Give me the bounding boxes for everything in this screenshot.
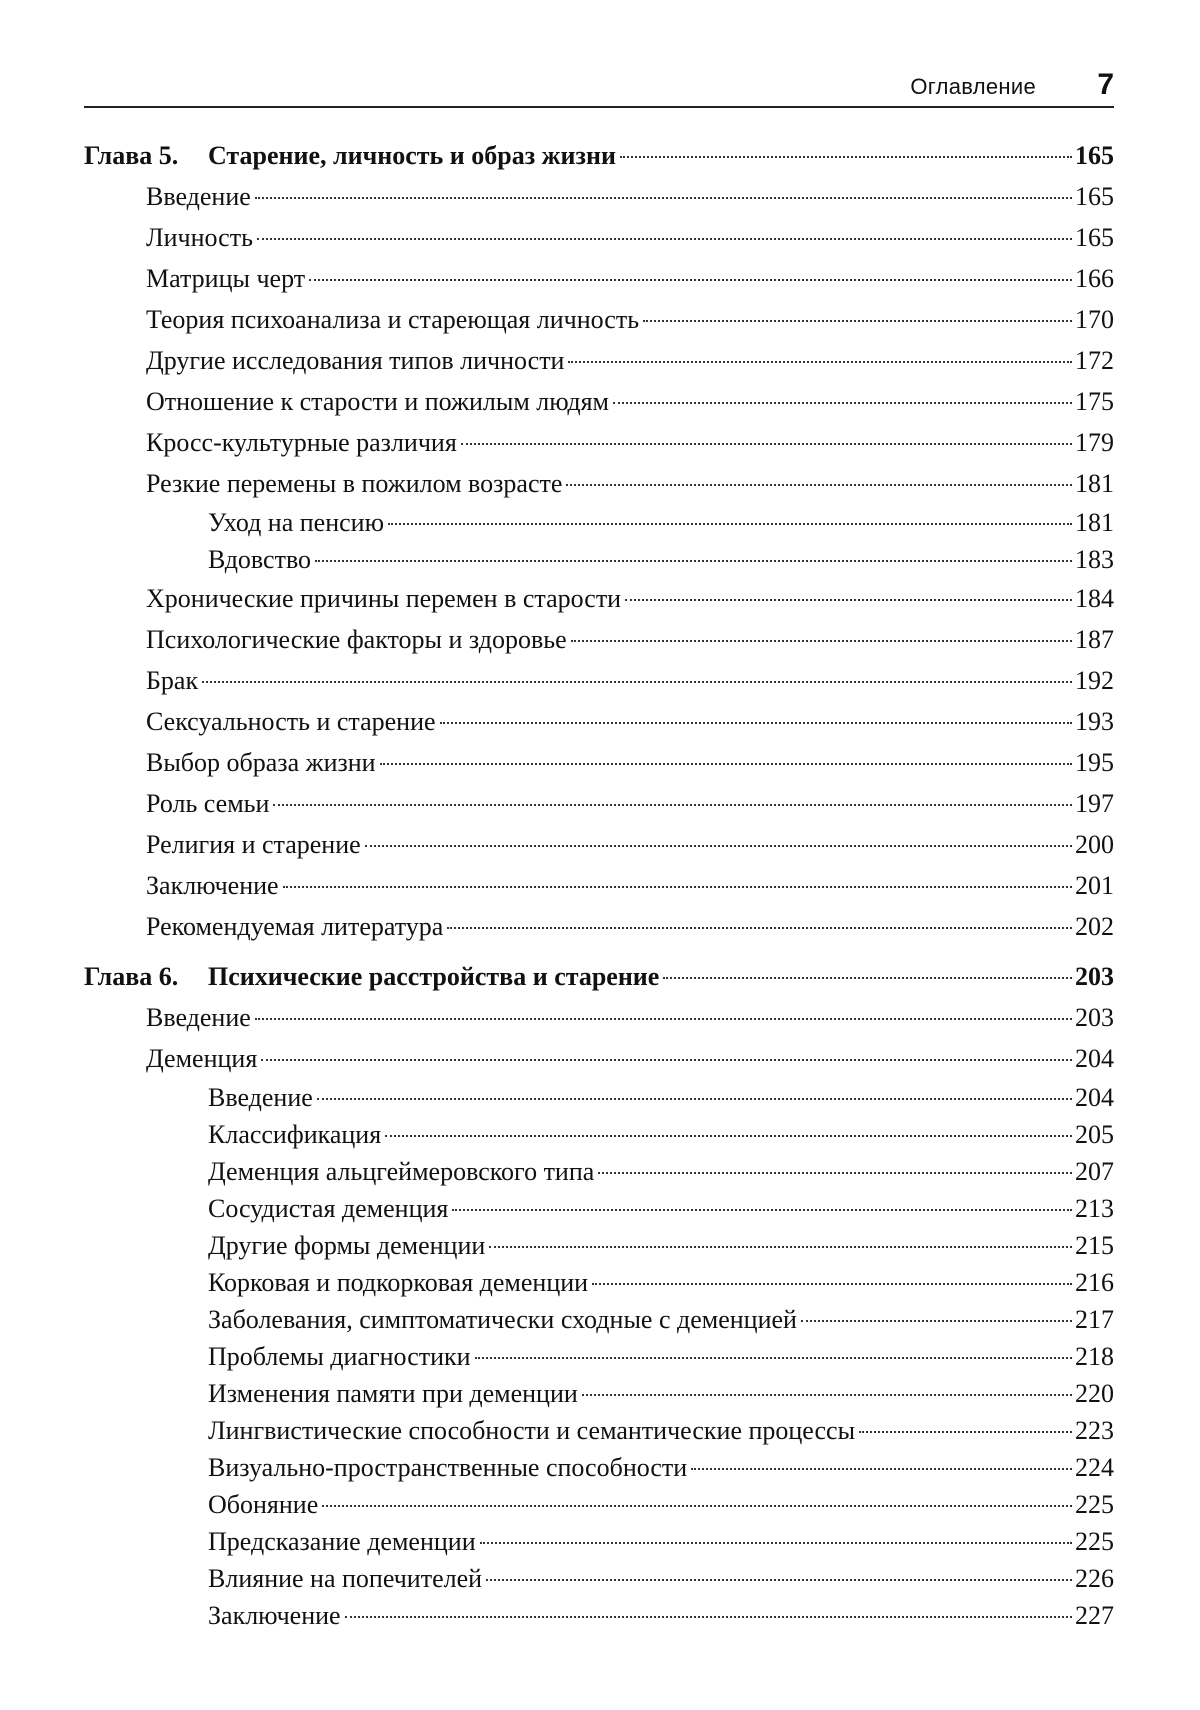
dot-leader bbox=[322, 1505, 1072, 1507]
entry-page-number: 204 bbox=[1075, 1044, 1114, 1073]
toc-entry bbox=[84, 1038, 1114, 1079]
toc-subentry bbox=[84, 1412, 1114, 1449]
toc-subentry bbox=[84, 1375, 1114, 1412]
chapter-number: Глава 6. bbox=[84, 962, 179, 991]
entry-page-number: 165 bbox=[1075, 182, 1114, 211]
dot-leader bbox=[315, 560, 1072, 562]
entry-title: Хронические причины перемен в старости bbox=[146, 584, 622, 613]
toc-entry bbox=[84, 701, 1114, 742]
entry-title: Матрицы черт bbox=[146, 264, 306, 293]
entry-title: Заключение bbox=[146, 871, 279, 900]
entry-page-number: 216 bbox=[1075, 1268, 1114, 1297]
dot-leader bbox=[643, 320, 1072, 322]
entry-title: Другие формы деменции bbox=[208, 1231, 486, 1260]
entry-title: Уход на пенсию bbox=[208, 508, 384, 537]
entry-title: Вдовство bbox=[208, 545, 312, 574]
dot-leader bbox=[613, 402, 1072, 404]
dot-leader bbox=[486, 1579, 1072, 1581]
entry-title: Визуально-пространственные способности bbox=[208, 1453, 688, 1482]
dot-leader bbox=[309, 279, 1072, 281]
running-title: Оглавление bbox=[910, 74, 1036, 99]
toc-entry bbox=[84, 176, 1114, 217]
entry-title: Теория психоанализа и стареющая личность bbox=[146, 305, 640, 334]
dot-leader bbox=[598, 1172, 1072, 1174]
toc-subentry bbox=[84, 1264, 1114, 1301]
dot-leader bbox=[447, 927, 1072, 929]
entry-page-number: 225 bbox=[1075, 1490, 1114, 1519]
dot-leader bbox=[582, 1394, 1072, 1396]
toc-entry bbox=[84, 381, 1114, 422]
entry-page-number: 223 bbox=[1075, 1416, 1114, 1445]
entry-title: Проблемы диагностики bbox=[208, 1342, 471, 1371]
entry-page-number: 203 bbox=[1075, 1003, 1114, 1032]
dot-leader bbox=[625, 599, 1072, 601]
entry-page-number: 184 bbox=[1075, 584, 1114, 613]
dot-leader bbox=[489, 1246, 1072, 1248]
chapter-heading bbox=[84, 136, 1114, 176]
toc-subentry bbox=[84, 1560, 1114, 1597]
entry-page-number: 192 bbox=[1075, 666, 1114, 695]
toc-entry bbox=[84, 865, 1114, 906]
entry-page-number: 165 bbox=[1075, 223, 1114, 252]
entry-page-number: 227 bbox=[1075, 1601, 1114, 1630]
entry-title: Влияние на попечителей bbox=[208, 1564, 483, 1593]
entry-title: Корковая и подкорковая деменции bbox=[208, 1268, 589, 1297]
dot-leader bbox=[380, 763, 1072, 765]
entry-title: Сексуальность и старение bbox=[146, 707, 436, 736]
entry-page-number: 201 bbox=[1075, 871, 1114, 900]
entry-page-number: 197 bbox=[1075, 789, 1114, 818]
entry-page-number: 179 bbox=[1075, 428, 1114, 457]
toc-subentry bbox=[84, 1301, 1114, 1338]
entry-page-number: 200 bbox=[1075, 830, 1114, 859]
toc-entry bbox=[84, 258, 1114, 299]
dot-leader bbox=[388, 523, 1072, 525]
toc-entry bbox=[84, 660, 1114, 701]
chapter-page-number: 165 bbox=[1075, 141, 1114, 170]
toc-subentry bbox=[84, 1486, 1114, 1523]
dot-leader bbox=[475, 1357, 1072, 1359]
entry-title: Резкие перемены в пожилом возрасте bbox=[146, 469, 563, 498]
toc-entry bbox=[84, 578, 1114, 619]
dot-leader bbox=[440, 722, 1072, 724]
entry-page-number: 204 bbox=[1075, 1083, 1114, 1112]
entry-title: Лингвистические способности и семантические процессы bbox=[208, 1416, 856, 1445]
entry-page-number: 224 bbox=[1075, 1453, 1114, 1482]
entry-page-number: 217 bbox=[1075, 1305, 1114, 1334]
toc-subentry bbox=[84, 1227, 1114, 1264]
dot-leader bbox=[317, 1098, 1072, 1100]
entry-title: Введение bbox=[146, 182, 251, 211]
toc-subentry bbox=[84, 1449, 1114, 1486]
chapter-page-number: 203 bbox=[1075, 962, 1114, 991]
toc-subentry bbox=[84, 1190, 1114, 1227]
entry-page-number: 225 bbox=[1075, 1527, 1114, 1556]
running-header bbox=[84, 60, 1114, 108]
entry-title: Деменция bbox=[146, 1044, 258, 1073]
chapter-heading bbox=[84, 957, 1114, 997]
toc-entry bbox=[84, 299, 1114, 340]
entry-title: Другие исследования типов личности bbox=[146, 346, 565, 375]
entry-title: Рекомендуемая литература bbox=[146, 912, 444, 941]
toc-entry bbox=[84, 906, 1114, 947]
dot-leader bbox=[255, 1018, 1072, 1020]
entry-title: Отношение к старости и пожилым людям bbox=[146, 387, 610, 416]
dot-leader bbox=[568, 361, 1072, 363]
entry-page-number: 181 bbox=[1075, 469, 1114, 498]
toc-entry bbox=[84, 824, 1114, 865]
chapter-section bbox=[84, 136, 1114, 947]
toc-entry bbox=[84, 217, 1114, 258]
chapter-title: Старение, личность и образ жизни bbox=[208, 141, 616, 170]
toc-subentry bbox=[84, 1597, 1114, 1634]
dot-leader bbox=[566, 484, 1072, 486]
entry-title: Брак bbox=[146, 666, 199, 695]
toc-subentry bbox=[84, 1338, 1114, 1375]
toc-subentry bbox=[84, 1116, 1114, 1153]
dot-leader bbox=[801, 1320, 1072, 1322]
dot-leader bbox=[691, 1468, 1072, 1470]
entry-page-number: 226 bbox=[1075, 1564, 1114, 1593]
toc-subentry bbox=[84, 504, 1114, 541]
dot-leader bbox=[461, 443, 1072, 445]
entry-page-number: 218 bbox=[1075, 1342, 1114, 1371]
dot-leader bbox=[571, 640, 1072, 642]
toc-entry bbox=[84, 783, 1114, 824]
entry-page-number: 187 bbox=[1075, 625, 1114, 654]
dot-leader bbox=[273, 804, 1072, 806]
entry-page-number: 213 bbox=[1075, 1194, 1114, 1223]
chapter-section bbox=[84, 957, 1114, 1634]
toc-subentry bbox=[84, 1079, 1114, 1116]
dot-leader bbox=[480, 1542, 1072, 1544]
toc-entry bbox=[84, 619, 1114, 660]
dot-leader bbox=[859, 1431, 1072, 1433]
entry-title: Личность bbox=[146, 223, 253, 252]
dot-leader bbox=[452, 1209, 1072, 1211]
entry-page-number: 175 bbox=[1075, 387, 1114, 416]
entry-title: Религия и старение bbox=[146, 830, 361, 859]
entry-title: Выбор образа жизни bbox=[146, 748, 376, 777]
entry-title: Психологические факторы и здоровье bbox=[146, 625, 567, 654]
entry-page-number: 202 bbox=[1075, 912, 1114, 941]
dot-leader bbox=[385, 1135, 1072, 1137]
entry-title: Введение bbox=[208, 1083, 313, 1112]
entry-title: Предсказание деменции bbox=[208, 1527, 476, 1556]
toc-entry bbox=[84, 742, 1114, 783]
entry-title: Сосудистая деменция bbox=[208, 1194, 449, 1223]
entry-page-number: 193 bbox=[1075, 707, 1114, 736]
toc-subentry bbox=[84, 1153, 1114, 1190]
entry-page-number: 183 bbox=[1075, 545, 1114, 574]
dot-leader bbox=[257, 238, 1072, 240]
entry-title: Заболевания, симптоматически сходные с деменцией bbox=[208, 1305, 797, 1334]
entry-title: Деменция альцгеймеровского типа bbox=[208, 1157, 595, 1186]
entry-title: Кросс-культурные различия bbox=[146, 428, 457, 457]
entry-page-number: 181 bbox=[1075, 508, 1114, 537]
entry-page-number: 172 bbox=[1075, 346, 1114, 375]
entry-page-number: 170 bbox=[1075, 305, 1114, 334]
dot-leader bbox=[255, 197, 1072, 199]
dot-leader bbox=[261, 1059, 1072, 1061]
toc-entry bbox=[84, 997, 1114, 1038]
entry-page-number: 166 bbox=[1075, 264, 1114, 293]
entry-page-number: 220 bbox=[1075, 1379, 1114, 1408]
entry-title: Изменения памяти при деменции bbox=[208, 1379, 578, 1408]
dot-leader bbox=[620, 156, 1072, 158]
entry-page-number: 205 bbox=[1075, 1120, 1114, 1149]
entry-title: Роль семьи bbox=[146, 789, 270, 818]
entry-title: Классификация bbox=[208, 1120, 382, 1149]
dot-leader bbox=[283, 886, 1072, 888]
entry-title: Введение bbox=[146, 1003, 251, 1032]
entry-title: Заключение bbox=[208, 1601, 341, 1630]
dot-leader bbox=[202, 681, 1072, 683]
toc-entry bbox=[84, 340, 1114, 381]
dot-leader bbox=[592, 1283, 1072, 1285]
chapter-number: Глава 5. bbox=[84, 141, 179, 170]
toc-entry bbox=[84, 422, 1114, 463]
table-of-contents bbox=[84, 136, 1114, 1634]
toc-subentry bbox=[84, 1523, 1114, 1560]
dot-leader bbox=[345, 1616, 1072, 1618]
page-number: 7 bbox=[1097, 68, 1114, 101]
entry-page-number: 207 bbox=[1075, 1157, 1114, 1186]
toc-subentry bbox=[84, 541, 1114, 578]
toc-entry bbox=[84, 463, 1114, 504]
dot-leader bbox=[365, 845, 1072, 847]
entry-page-number: 195 bbox=[1075, 748, 1114, 777]
entry-page-number: 215 bbox=[1075, 1231, 1114, 1260]
chapter-title: Психические расстройства и старение bbox=[208, 962, 660, 991]
entry-title: Обоняние bbox=[208, 1490, 319, 1519]
dot-leader bbox=[663, 977, 1072, 979]
